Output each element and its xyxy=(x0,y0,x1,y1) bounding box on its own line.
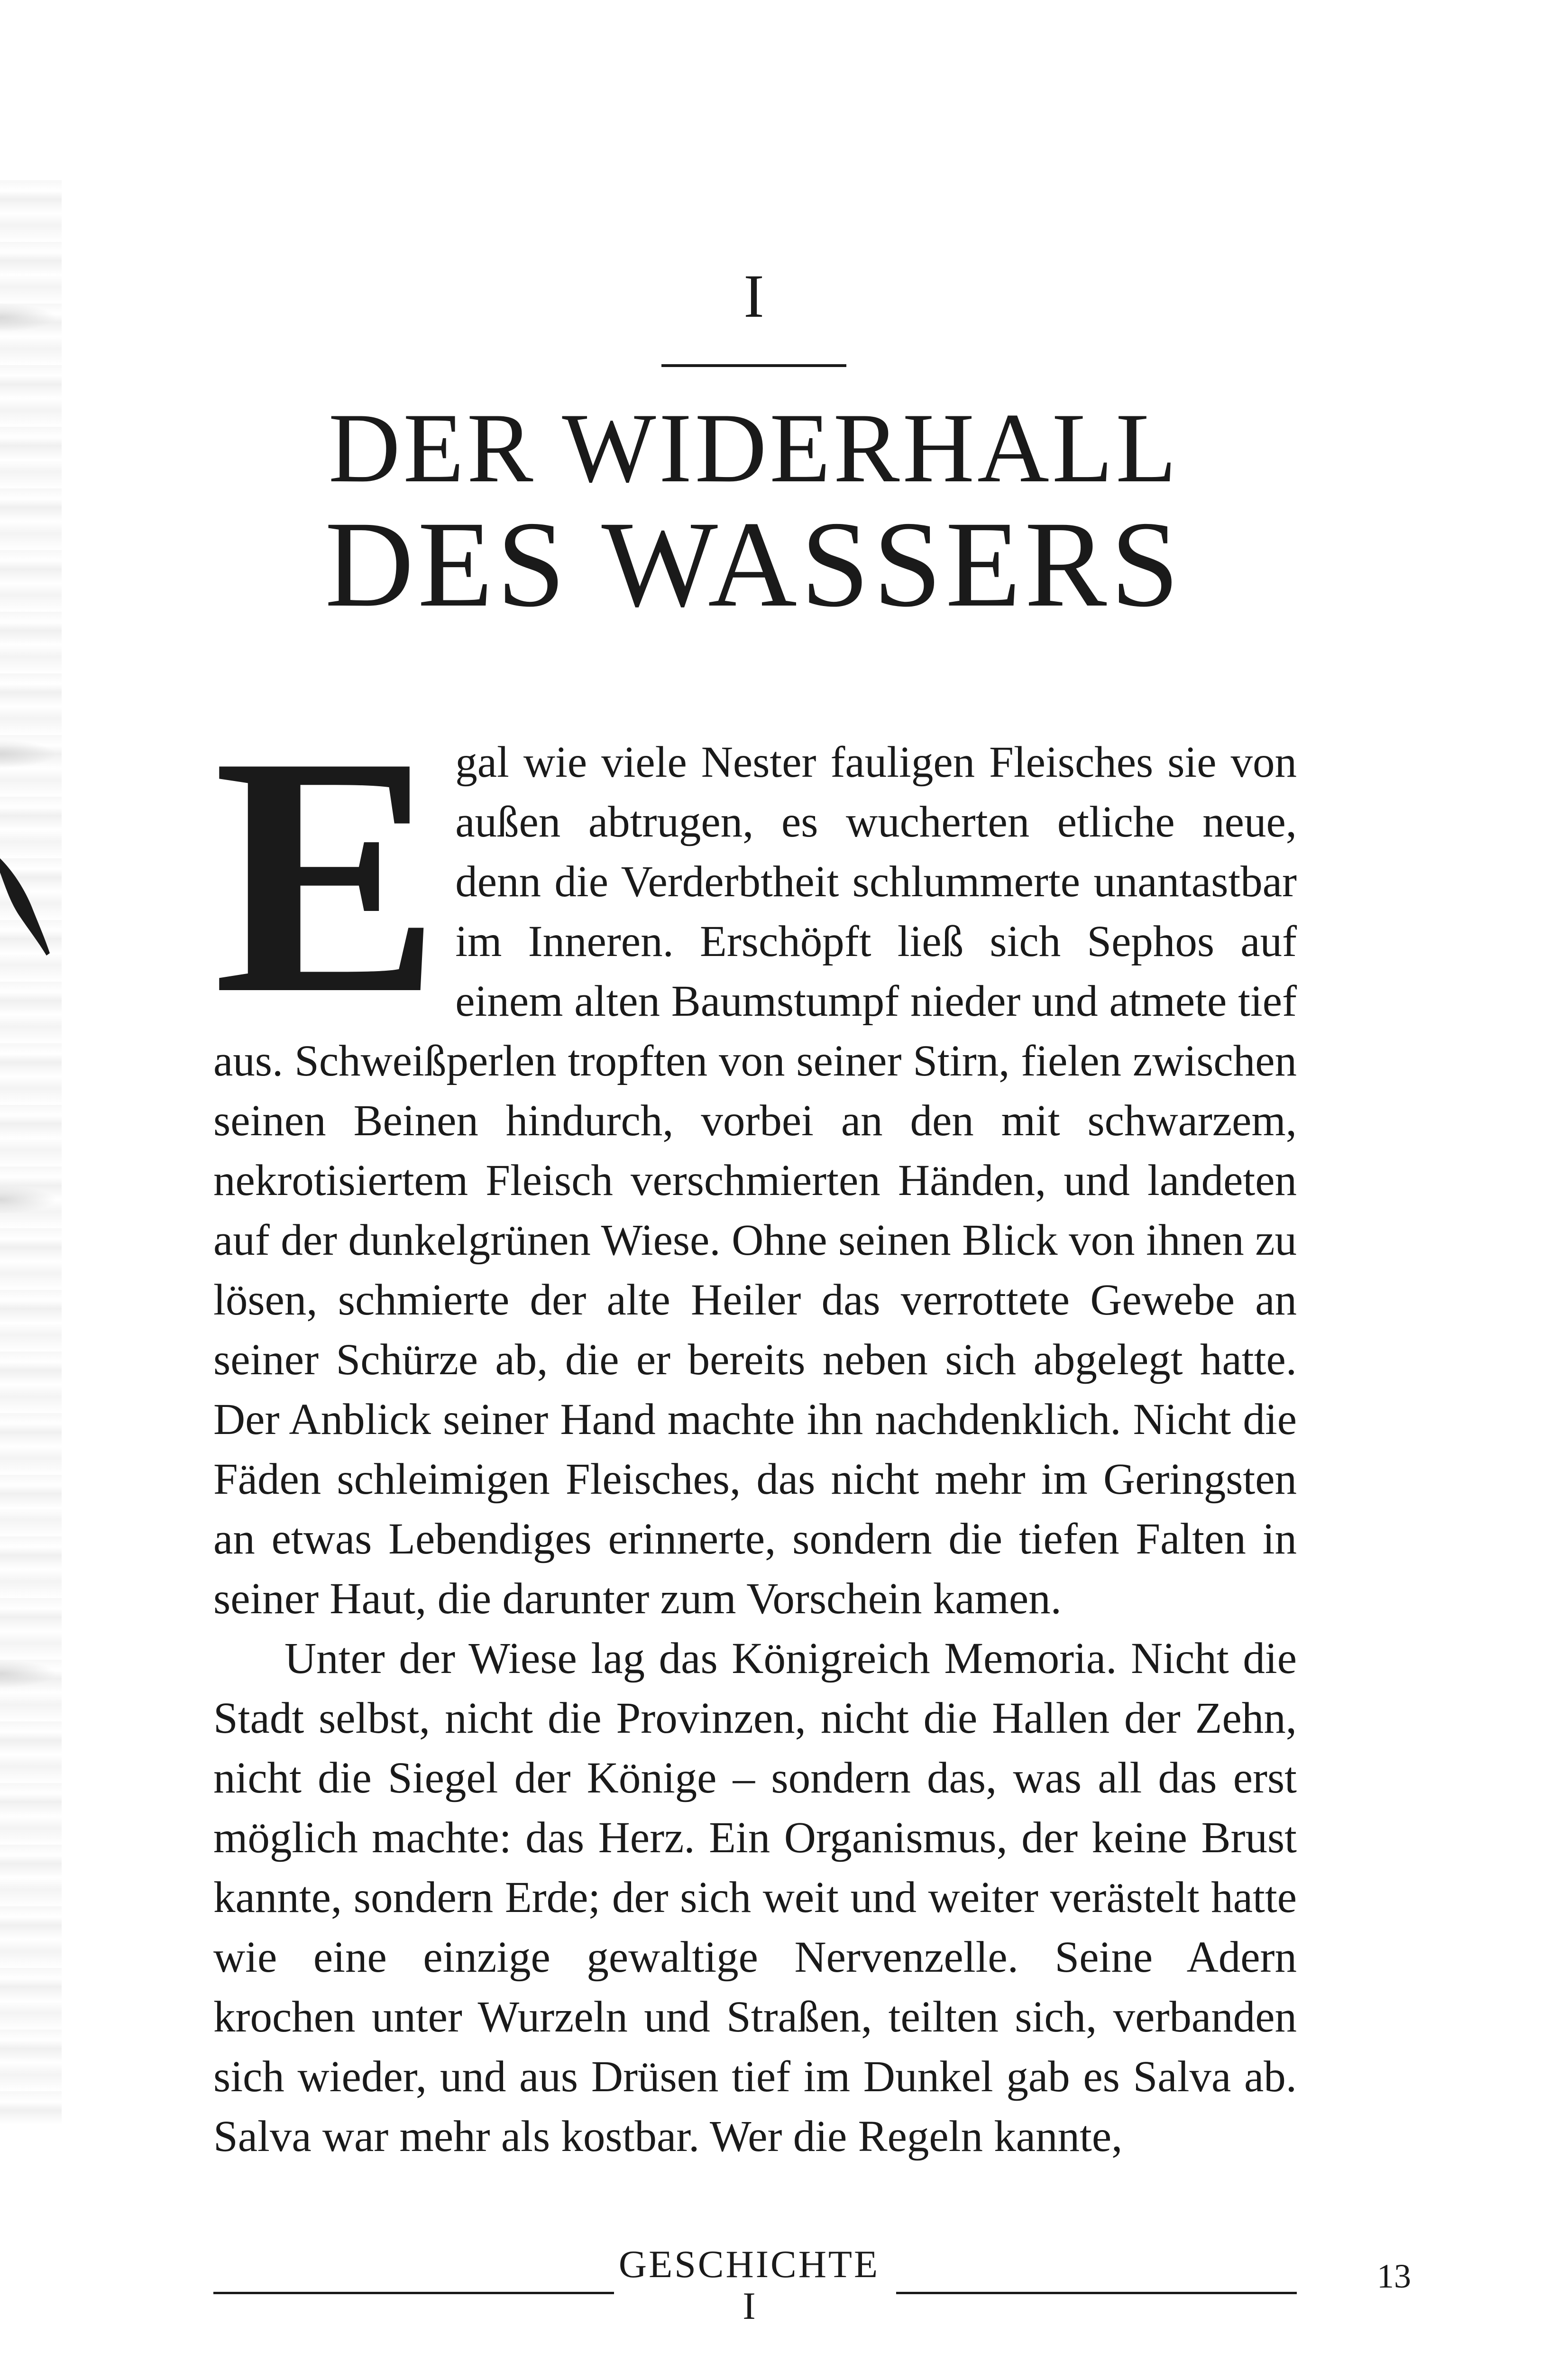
footer-section-label: GESCHICHTE xyxy=(618,2242,880,2286)
paragraph-1-text: gal wie viele Nester fauligen Fleisches sie von außen abtrugen, es wucherten etliche neue, denn die Verderbtheit schlummerte unantastbar im Inneren. Erschöpft ließ sich Sephos auf einem alten Baumstumpf nieder und atmete tief aus. Schweißperlen tropften von seiner Stirn, fielen zwischen seinen Beinen hindurch, vorbei an den mit schwarzem, nekrotisiertem Fleisch verschmierten Händen, und landeten auf der dunkelgrünen Wiese. Ohne seinen Blick von ihnen zu lösen, schmierte der alte Heiler das verrottete Gewebe an seiner Schürze ab, die er bereits neben sich abgelegt hatte. Der Anblick seiner Hand machte ihn nachdenklich. Nicht die Fäden schleimigen Fleisches, das nicht mehr im Geringsten an etwas Lebendiges erinnerte, sondern die tiefen Falten in seiner Haut, die darunter zum Vorschein kamen. xyxy=(213,738,1297,1623)
footer-section-number: I xyxy=(743,2284,756,2327)
footer-rule-right xyxy=(896,2292,1297,2294)
chapter-number: I xyxy=(743,262,764,331)
page-number: 13 xyxy=(1377,2257,1411,2295)
edge-smudge xyxy=(0,740,57,768)
edge-smudge xyxy=(0,303,57,332)
page-edge-texture xyxy=(0,180,62,2124)
edge-smudge xyxy=(0,1186,57,1214)
ink-stroke-decoration xyxy=(0,854,52,958)
chapter-divider xyxy=(661,364,846,367)
chapter-title-line-1: DER WIDERHALL xyxy=(328,393,1180,503)
footer-rule-left xyxy=(213,2292,614,2294)
running-footer xyxy=(616,2243,882,2326)
paragraph-1 xyxy=(213,686,1297,1629)
chapter-title-line-2: DES WASSERS xyxy=(325,496,1183,633)
drop-cap: E xyxy=(213,686,441,1064)
paragraph-2: Unter der Wiese lag das Königreich Memoria. Nicht die Stadt selbst, nicht die Provinzen, nicht die Hallen der Zehn, nicht die Siegel der Könige – sondern das, was all das erst möglich machte: das Herz. Ein Organismus, der keine Brust kannte, sondern Erde; der sich weit und weiter verästelt hatte wie eine einzige gewaltige Nervenzelle. Seine Adern krochen unter Wurzeln und Straßen, teilten sich, verbanden sich wieder, und aus Drüsen tief im Dunkel gab es Salva ab. Salva war mehr als kostbar. Wer die Regeln kannte, xyxy=(213,1634,1297,2161)
edge-smudge xyxy=(0,1660,57,1688)
body-text xyxy=(213,686,1297,2167)
chapter-title xyxy=(308,393,1200,633)
